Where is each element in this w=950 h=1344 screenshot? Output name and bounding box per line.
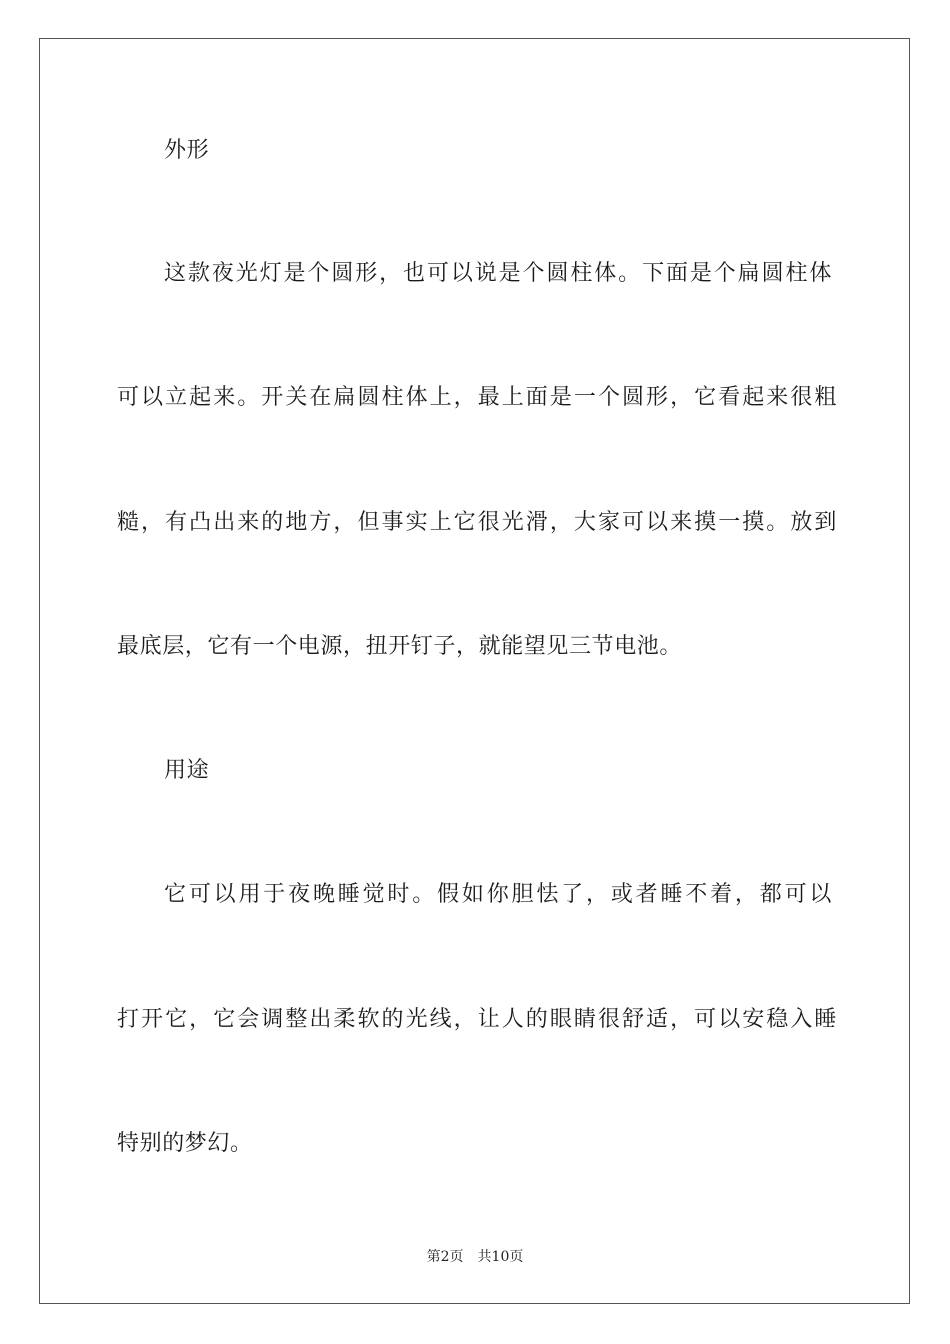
page-border	[39, 38, 910, 1304]
page-number: 第2页	[426, 1249, 464, 1265]
paragraph-line: 糙，有凸出来的地方，但事实上它很光滑，大家可以来摸一摸。放到	[117, 510, 837, 535]
section-heading: 外形	[164, 138, 210, 163]
section-heading: 用途	[164, 758, 210, 783]
page-total: 共10页	[477, 1249, 524, 1265]
paragraph-line: 可以立起来。开关在扁圆柱体上，最上面是一个圆形，它看起来很粗	[117, 385, 837, 410]
paragraph-line: 最底层，它有一个电源，扭开钉子，就能望见三节电池。	[117, 634, 683, 659]
paragraph-line: 打开它，它会调整出柔软的光线，让人的眼睛很舒适，可以安稳入睡	[117, 1007, 837, 1032]
page-footer	[0, 1248, 950, 1266]
paragraph-line: 特别的梦幻。	[117, 1131, 253, 1156]
paragraph-line: 它可以用于夜晚睡觉时。假如你胆怯了，或者睡不着，都可以	[164, 882, 832, 907]
paragraph-line: 这款夜光灯是个圆形，也可以说是个圆柱体。下面是个扁圆柱体	[164, 261, 832, 286]
